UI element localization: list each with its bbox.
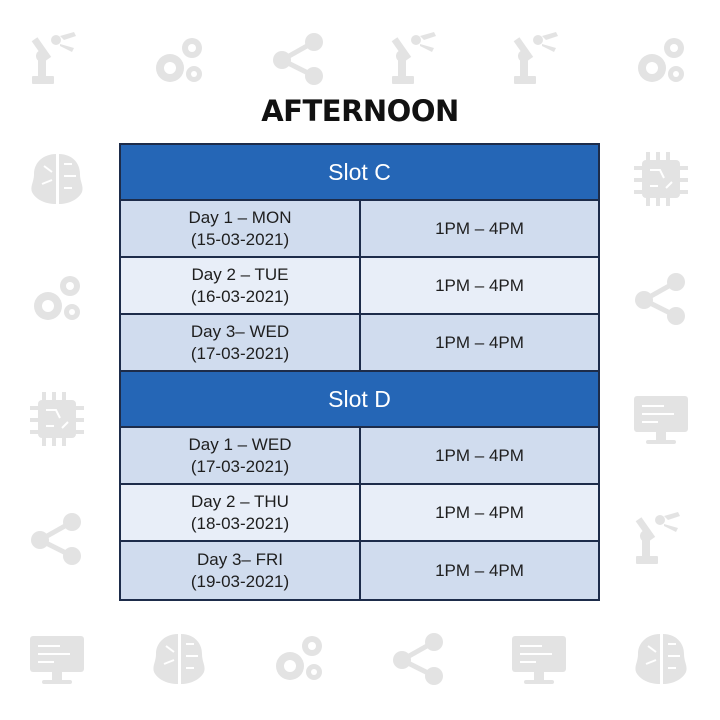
- robot-arm-icon: [26, 28, 88, 90]
- slot-header: Slot D: [121, 372, 598, 428]
- day-cell: [121, 542, 361, 599]
- table-row: [121, 201, 598, 258]
- date-label: (16-03-2021): [190, 286, 290, 306]
- day-cell: [121, 201, 361, 256]
- table-row: [121, 485, 598, 542]
- chip-icon: [26, 388, 88, 450]
- brain-circuit-icon: [630, 628, 692, 690]
- gears-icon: [630, 30, 692, 92]
- monitor-icon: [630, 388, 692, 450]
- schedule-table: [119, 143, 600, 601]
- share-icon: [268, 28, 330, 90]
- page-title: AFTERNOON: [261, 94, 459, 128]
- share-icon: [26, 508, 88, 570]
- time-cell: 1PM – 4PM: [435, 560, 524, 580]
- day-label: Day 2 – THU: [191, 491, 289, 511]
- robot-arm-icon: [386, 28, 448, 90]
- robot-arm-icon: [630, 508, 692, 570]
- date-label: (18-03-2021): [190, 513, 290, 533]
- day-cell: [121, 315, 361, 370]
- monitor-icon: [508, 628, 570, 690]
- table-row: [121, 258, 598, 315]
- date-label: (19-03-2021): [190, 571, 290, 591]
- gears-icon: [148, 30, 210, 92]
- day-label: Day 3– WED: [190, 321, 290, 341]
- day-label: Day 3– FRI: [197, 549, 283, 569]
- time-cell: 1PM – 4PM: [435, 275, 524, 295]
- gears-icon: [26, 268, 88, 330]
- share-icon: [630, 268, 692, 330]
- time-cell: 1PM – 4PM: [435, 502, 524, 522]
- table-row: [121, 428, 598, 485]
- date-label: (17-03-2021): [190, 343, 290, 363]
- day-cell: [121, 428, 361, 483]
- robot-arm-icon: [508, 28, 570, 90]
- time-cell: 1PM – 4PM: [435, 218, 524, 238]
- day-cell: [121, 258, 361, 313]
- slot-header: Slot C: [121, 145, 598, 201]
- time-cell: 1PM – 4PM: [435, 445, 524, 465]
- time-cell: 1PM – 4PM: [435, 332, 524, 352]
- brain-circuit-icon: [148, 628, 210, 690]
- chip-icon: [630, 148, 692, 210]
- day-label: Day 1 – MON: [188, 207, 292, 227]
- day-label: Day 1 – WED: [188, 434, 292, 454]
- gears-icon: [268, 628, 330, 690]
- date-label: (15-03-2021): [190, 229, 290, 249]
- monitor-icon: [26, 628, 88, 690]
- brain-circuit-icon: [26, 148, 88, 210]
- day-label: Day 2 – TUE: [191, 264, 289, 284]
- day-cell: [121, 485, 361, 540]
- table-row: [121, 542, 598, 599]
- table-row: [121, 315, 598, 372]
- share-icon: [388, 628, 450, 690]
- date-label: (17-03-2021): [190, 456, 290, 476]
